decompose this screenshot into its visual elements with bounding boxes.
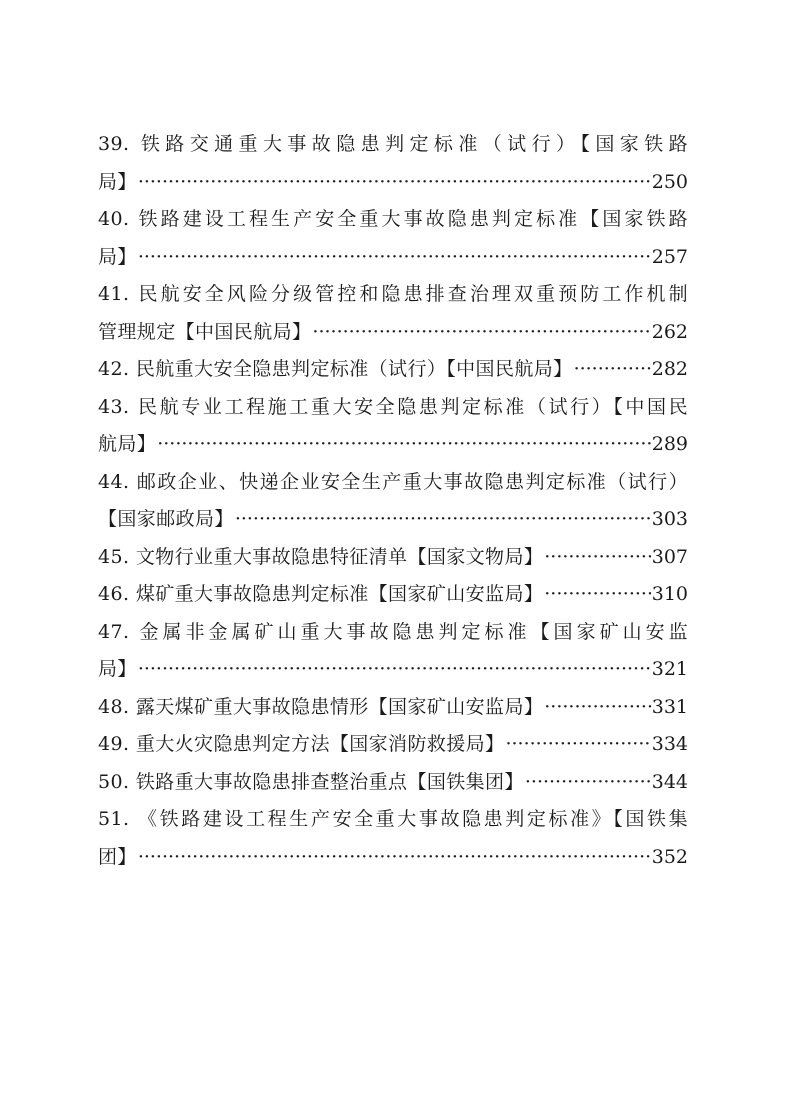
toc-entry[interactable] xyxy=(98,351,688,389)
toc-entry-title-tail: 45. 文物行业重大事故隐患特征清单【国家文物局】 xyxy=(98,545,544,568)
toc-entry[interactable] xyxy=(98,126,688,201)
toc-entry-leader-line xyxy=(98,576,688,614)
toc-entry[interactable] xyxy=(98,276,688,351)
dot-leader xyxy=(235,501,651,539)
toc-entry-title-tail: 航局】 xyxy=(98,433,157,455)
dot-leader xyxy=(312,314,650,352)
dot-leader xyxy=(138,651,651,689)
toc-page-number: 310 xyxy=(651,583,688,605)
toc-entry-title-tail: 【国家邮政局】 xyxy=(98,508,234,530)
toc-entry[interactable] xyxy=(98,464,688,539)
toc-page-number: 289 xyxy=(651,433,688,455)
toc-entry-title-tail: 46. 煤矿重大事故隐患判定标准【国家矿山安监局】 xyxy=(98,583,544,605)
toc-entry-title-tail: 局】 xyxy=(98,658,137,680)
toc-page-number: 331 xyxy=(651,695,688,718)
toc-entry-title-tail: 局】 xyxy=(98,245,137,268)
toc-entry[interactable] xyxy=(98,576,688,614)
toc-entry-title-line: 43. 民航专业工程施工重大安全隐患判定标准（试行）【中国民 xyxy=(98,395,688,418)
toc-entry-leader-line xyxy=(98,839,688,877)
toc-entry-title-line: 39. 铁路交通重大事故隐患判定标准（试行）【国家铁路 xyxy=(98,133,688,155)
toc-entry-leader-line xyxy=(98,501,688,539)
toc-entry-leader-line xyxy=(98,764,688,802)
toc-entry-title-tail: 49. 重大火灾隐患判定方法【国家消防救援局】 xyxy=(98,733,505,755)
toc-entry-title-line: 47. 金属非金属矿山重大事故隐患判定标准【国家矿山安监 xyxy=(98,620,688,643)
toc-page-number: 321 xyxy=(651,658,688,680)
toc-entry-title-line: 51. 《铁路建设工程生产安全重大事故隐患判定标准》【国铁集 xyxy=(98,808,688,830)
toc-entry[interactable] xyxy=(98,389,688,464)
toc-entry-leader-line xyxy=(98,726,688,764)
dot-leader xyxy=(574,351,651,389)
toc-page-number: 282 xyxy=(651,358,688,380)
toc-page-number: 250 xyxy=(651,170,688,193)
dot-leader xyxy=(138,839,651,877)
dot-leader xyxy=(525,764,651,802)
toc-entry-leader-line xyxy=(98,351,688,389)
toc-page-number: 303 xyxy=(651,508,688,530)
dot-leader xyxy=(138,239,651,277)
toc-entry-leader-line xyxy=(98,689,688,727)
toc-entry[interactable] xyxy=(98,726,688,764)
toc-page-number: 262 xyxy=(651,320,688,343)
toc-page-number: 334 xyxy=(651,733,688,755)
toc-entry-leader-line xyxy=(98,539,688,577)
toc-page-number: 344 xyxy=(651,770,688,793)
dot-leader xyxy=(544,576,650,614)
toc-entry-leader-line xyxy=(98,164,688,202)
toc-entry[interactable] xyxy=(98,689,688,727)
toc-entry-title-line: 44. 邮政企业、快递企业安全生产重大事故隐患判定标准（试行） xyxy=(98,470,688,493)
toc-entry-leader-line xyxy=(98,239,688,277)
toc-entry-title-line: 40. 铁路建设工程生产安全重大事故隐患判定标准【国家铁路 xyxy=(98,208,688,230)
toc-entry-title-tail: 管理规定【中国民航局】 xyxy=(98,320,312,343)
table-of-contents xyxy=(98,126,688,876)
toc-entry[interactable] xyxy=(98,201,688,276)
toc-page-number: 352 xyxy=(651,845,688,868)
dot-leader xyxy=(138,164,651,202)
toc-entry-title-tail: 50. 铁路重大事故隐患排查整治重点【国铁集团】 xyxy=(98,770,524,793)
toc-entry[interactable] xyxy=(98,539,688,577)
toc-entry[interactable] xyxy=(98,801,688,876)
dot-leader xyxy=(544,689,650,727)
toc-entry-leader-line xyxy=(98,651,688,689)
dot-leader xyxy=(505,726,650,764)
dot-leader xyxy=(157,426,651,464)
dot-leader xyxy=(544,539,650,577)
toc-entry-title-tail: 团】 xyxy=(98,845,137,868)
toc-entry[interactable] xyxy=(98,764,688,802)
toc-entry[interactable] xyxy=(98,614,688,689)
toc-page-number: 257 xyxy=(651,245,688,268)
toc-page-number: 307 xyxy=(651,545,688,568)
toc-entry-title-tail: 48. 露天煤矿重大事故隐患情形【国家矿山安监局】 xyxy=(98,695,544,718)
toc-entry-leader-line xyxy=(98,314,688,352)
toc-entry-title-tail: 局】 xyxy=(98,170,137,193)
toc-entry-title-tail: 42. 民航重大安全隐患判定标准（试行）【中国民航局】 xyxy=(98,358,573,380)
toc-entry-title-line: 41. 民航安全风险分级管控和隐患排查治理双重预防工作机制 xyxy=(98,283,688,305)
toc-entry-leader-line xyxy=(98,426,688,464)
